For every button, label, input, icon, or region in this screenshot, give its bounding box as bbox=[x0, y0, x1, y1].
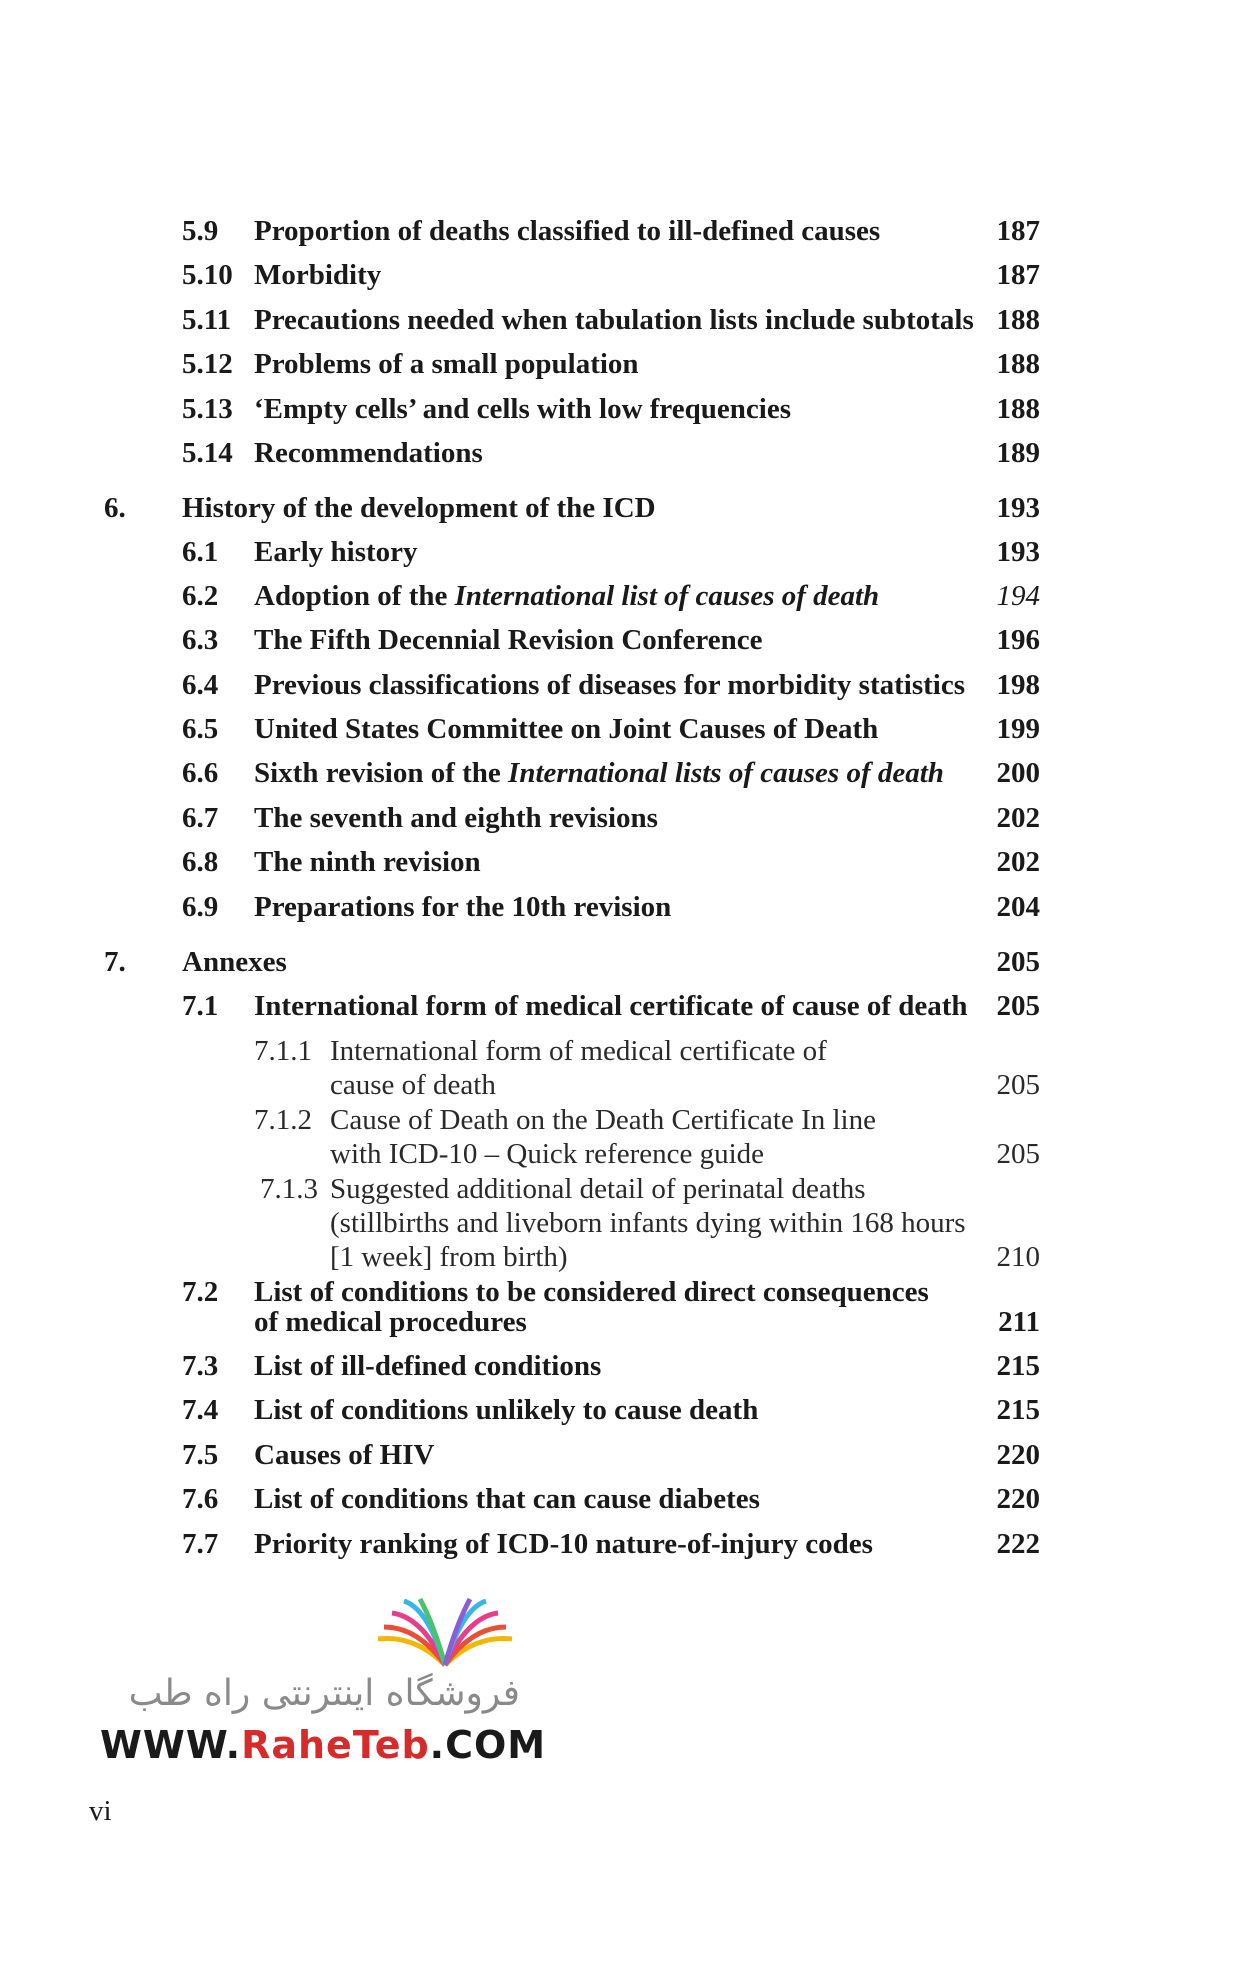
toc-entry-title: The seventh and eighth revisions bbox=[254, 802, 658, 834]
toc-entry-number: 5.10 bbox=[182, 259, 233, 291]
watermark-persian-text: فروشگاه اینترنتی راه طب bbox=[128, 1673, 520, 1714]
toc-entry-number: 7.1.2 bbox=[254, 1104, 312, 1136]
toc-entry-number: 7.4 bbox=[182, 1394, 219, 1426]
toc-entry-7-6 bbox=[104, 1482, 1040, 1516]
toc-entry-6-5 bbox=[104, 712, 1040, 746]
toc-entry-title: The ninth revision bbox=[254, 846, 481, 878]
toc-chapter-number: 7. bbox=[104, 946, 126, 978]
toc-entry-page: 215 bbox=[996, 1350, 1040, 1382]
toc-entry-page: 193 bbox=[996, 492, 1040, 524]
toc-entry-6-6 bbox=[104, 756, 1040, 790]
toc-entry-page: 187 bbox=[996, 215, 1040, 247]
toc-entry-page: 220 bbox=[996, 1483, 1040, 1515]
open-book-icon bbox=[370, 1595, 520, 1675]
toc-entry-page: 211 bbox=[998, 1306, 1040, 1338]
toc-entry-6-4 bbox=[104, 668, 1040, 702]
toc-entry-number: 6.4 bbox=[182, 669, 219, 701]
toc-entry-number: 5.11 bbox=[182, 304, 232, 336]
toc-entry-number: 6.9 bbox=[182, 891, 219, 923]
toc-entry-page: 202 bbox=[996, 846, 1040, 878]
toc-entry-title-cont: cause of death bbox=[330, 1069, 496, 1101]
page-number: vi bbox=[89, 1795, 112, 1827]
toc-entry-page: 215 bbox=[996, 1394, 1040, 1426]
toc-entry-title-italic: International lists of causes of death bbox=[508, 757, 944, 789]
toc-entry-7-2 bbox=[104, 1275, 1040, 1339]
toc-entry-5-11 bbox=[104, 303, 1040, 337]
toc-entry-5-13 bbox=[104, 392, 1040, 426]
toc-entry-title-text: Sixth revision of the bbox=[254, 757, 509, 789]
toc-entry-title: The Fifth Decennial Revision Conference bbox=[254, 624, 763, 656]
toc-chapter-number: 6. bbox=[104, 492, 126, 524]
toc-entry-title: Priority ranking of ICD-10 nature-of-injury codes bbox=[254, 1528, 873, 1560]
toc-entry-title: List of ill-defined conditions bbox=[254, 1350, 602, 1382]
toc-entry-title: ‘Empty cells’ and cells with low frequencies bbox=[254, 393, 791, 425]
toc-entry-number: 7.3 bbox=[182, 1350, 219, 1382]
toc-entry-page: 220 bbox=[996, 1439, 1040, 1471]
toc-entry-title: International form of medical certificate of cause of death bbox=[254, 990, 968, 1022]
toc-entry-page: 205 bbox=[996, 1069, 1040, 1101]
toc-entry-page: 188 bbox=[996, 348, 1040, 380]
toc-chapter-title: History of the development of the ICD bbox=[182, 492, 656, 524]
toc-entry-title-cont: [1 week] from birth) bbox=[330, 1241, 568, 1273]
toc-entry-7-1-3 bbox=[104, 1172, 1040, 1276]
toc-entry-number: 7.7 bbox=[182, 1528, 219, 1560]
toc-entry-page: 205 bbox=[996, 990, 1040, 1022]
toc-entry-title: Recommendations bbox=[254, 437, 483, 469]
toc-entry-page: 210 bbox=[996, 1241, 1040, 1273]
toc-entry-title: Early history bbox=[254, 536, 418, 568]
toc-entry-title: Previous classifications of diseases for morbidity statistics bbox=[254, 669, 965, 701]
toc-entry-number: 7.1.1 bbox=[254, 1035, 312, 1067]
watermark-url-brand: RaheTeb bbox=[241, 1723, 430, 1767]
toc-entry-title: List of conditions that can cause diabetes bbox=[254, 1483, 760, 1515]
toc-entry-title: United States Committee on Joint Causes of Death bbox=[254, 713, 879, 745]
toc-entry-page: 187 bbox=[996, 259, 1040, 291]
toc-entry-page: 196 bbox=[996, 624, 1040, 656]
toc-entry-title: Cause of Death on the Death Certificate In line bbox=[330, 1104, 876, 1136]
toc-entry-number: 7.1 bbox=[182, 990, 219, 1022]
toc-chapter-7 bbox=[104, 945, 1040, 979]
toc-entry-number: 6.8 bbox=[182, 846, 219, 878]
toc-entry-number: 7.1.3 bbox=[260, 1173, 318, 1205]
toc-entry-7-7 bbox=[104, 1527, 1040, 1561]
toc-entry-number: 7.2 bbox=[182, 1276, 219, 1308]
toc-entry-title bbox=[254, 756, 944, 790]
toc-entry-7-4 bbox=[104, 1393, 1040, 1427]
toc-entry-page: 189 bbox=[996, 437, 1040, 469]
toc-entry-title: International form of medical certificate of bbox=[330, 1035, 827, 1067]
toc-entry-page: 205 bbox=[996, 946, 1040, 978]
toc-entry-title: Preparations for the 10th revision bbox=[254, 891, 672, 923]
toc-entry-5-9 bbox=[104, 214, 1040, 248]
toc-entry-page: 194 bbox=[996, 580, 1040, 612]
toc-entry-7-5 bbox=[104, 1438, 1040, 1472]
toc-entry-title: Causes of HIV bbox=[254, 1439, 435, 1471]
toc-entry-title-text: Adoption of the bbox=[254, 580, 455, 612]
toc-entry-page: 188 bbox=[996, 393, 1040, 425]
watermark-url-prefix: WWW. bbox=[100, 1723, 242, 1767]
toc-entry-7-3 bbox=[104, 1349, 1040, 1383]
toc-entry-title: Proportion of deaths classified to ill-defined causes bbox=[254, 215, 881, 247]
toc-entry-title-cont: (stillbirths and liveborn infants dying within 168 hours bbox=[330, 1207, 966, 1239]
toc-entry-6-7 bbox=[104, 801, 1040, 835]
toc-entry-number: 5.14 bbox=[182, 437, 233, 469]
toc-entry-page: 204 bbox=[996, 891, 1040, 923]
toc-entry-5-14 bbox=[104, 436, 1040, 470]
toc-entry-7-1-1 bbox=[104, 1034, 1040, 1104]
toc-entry-number: 6.6 bbox=[182, 757, 219, 789]
toc-entry-page: 199 bbox=[996, 713, 1040, 745]
toc-entry-number: 5.9 bbox=[182, 215, 219, 247]
toc-entry-number: 6.1 bbox=[182, 536, 219, 568]
toc-entry-number: 6.7 bbox=[182, 802, 219, 834]
toc-entry-title: Morbidity bbox=[254, 259, 382, 291]
toc-entry-6-1 bbox=[104, 535, 1040, 569]
toc-entry-title: Problems of a small population bbox=[254, 348, 639, 380]
toc-entry-7-1-2 bbox=[104, 1103, 1040, 1173]
toc-entry-title bbox=[254, 579, 879, 613]
toc-entry-number: 6.3 bbox=[182, 624, 219, 656]
toc-chapter-6 bbox=[104, 491, 1040, 525]
toc-entry-number: 7.5 bbox=[182, 1439, 219, 1471]
toc-entry-7-1 bbox=[104, 989, 1040, 1023]
toc-entry-page: 222 bbox=[996, 1528, 1040, 1560]
watermark-url bbox=[100, 1723, 546, 1767]
toc-entry-6-2 bbox=[104, 579, 1040, 613]
toc-entry-6-9 bbox=[104, 890, 1040, 924]
toc-entry-page: 198 bbox=[996, 669, 1040, 701]
toc-entry-page: 202 bbox=[996, 802, 1040, 834]
toc-entry-page: 188 bbox=[996, 304, 1040, 336]
watermark-url-suffix: .COM bbox=[429, 1723, 547, 1767]
toc-entry-number: 6.2 bbox=[182, 580, 219, 612]
toc-entry-title: Precautions needed when tabulation lists include subtotals bbox=[254, 304, 974, 336]
toc-entry-title-cont: of medical procedures bbox=[254, 1306, 527, 1338]
toc-entry-title-cont: with ICD-10 – Quick reference guide bbox=[330, 1138, 765, 1170]
toc-entry-number: 6.5 bbox=[182, 713, 219, 745]
toc-entry-5-12 bbox=[104, 347, 1040, 381]
toc-chapter-title: Annexes bbox=[182, 946, 287, 978]
toc-entry-page: 193 bbox=[996, 536, 1040, 568]
toc-entry-title-italic: International list of causes of death bbox=[454, 580, 880, 612]
toc-entry-title: List of conditions unlikely to cause death bbox=[254, 1394, 759, 1426]
watermark-logo bbox=[100, 1595, 547, 1775]
toc-entry-title: List of conditions to be considered direct consequences bbox=[254, 1276, 929, 1308]
toc-entry-number: 5.13 bbox=[182, 393, 233, 425]
toc-entry-title: Suggested additional detail of perinatal deaths bbox=[330, 1173, 866, 1205]
toc-entry-number: 7.6 bbox=[182, 1483, 219, 1515]
toc-entry-6-3 bbox=[104, 623, 1040, 657]
toc-entry-page: 200 bbox=[996, 757, 1040, 789]
toc-entry-page: 205 bbox=[996, 1138, 1040, 1170]
toc-entry-5-10 bbox=[104, 258, 1040, 292]
toc-entry-number: 5.12 bbox=[182, 348, 233, 380]
toc-entry-6-8 bbox=[104, 845, 1040, 879]
